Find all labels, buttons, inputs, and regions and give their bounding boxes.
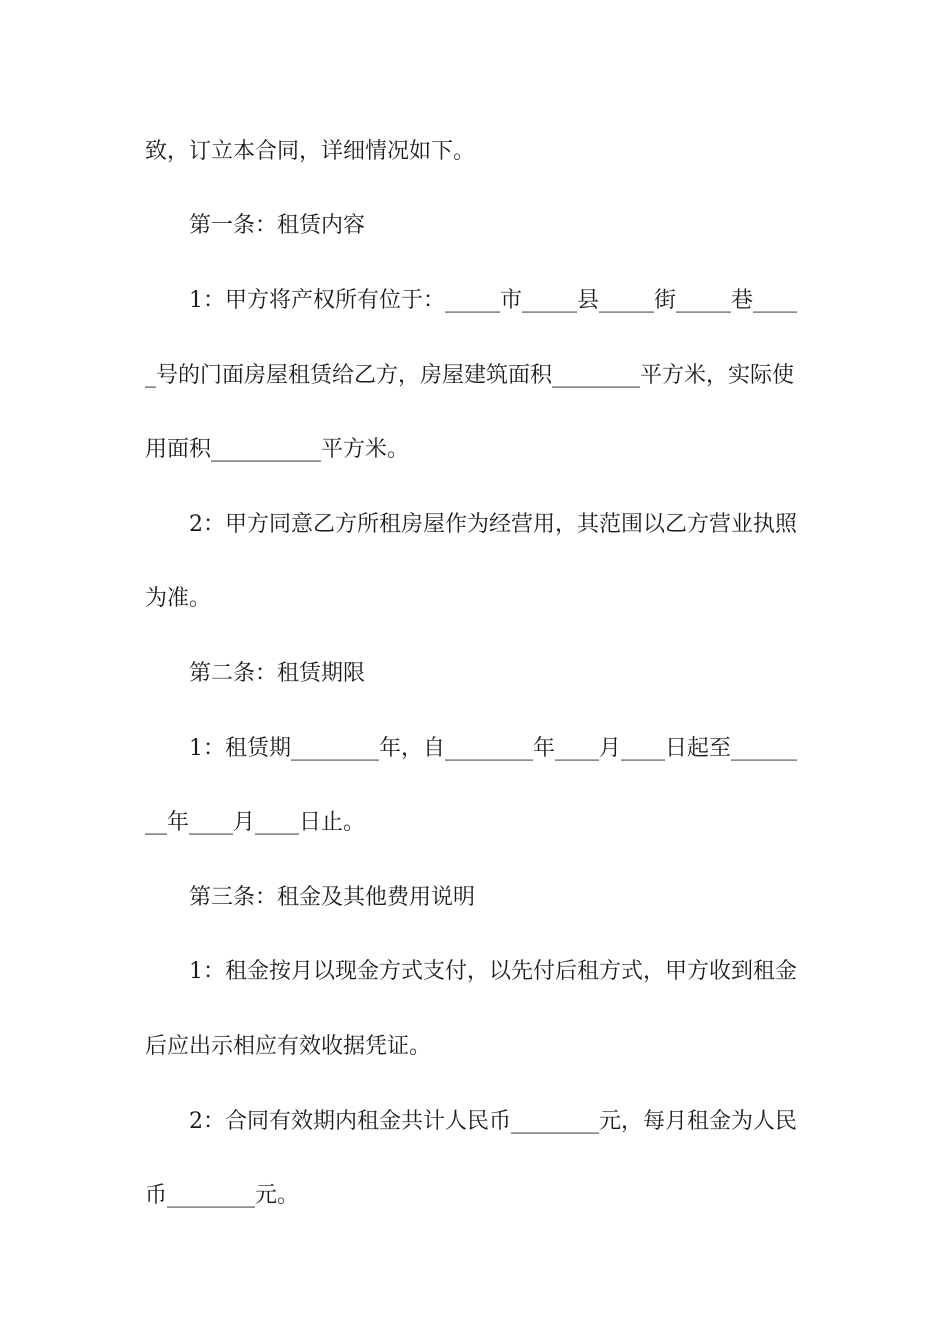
section-heading: 第三条：租金及其他费用说明 xyxy=(189,885,476,910)
paragraph-line: 2：甲方同意乙方所租房屋作为经营用，其范围以乙方营业执照 xyxy=(189,512,797,537)
section-heading: 第二条：租赁期限 xyxy=(189,661,366,686)
paragraph-line: _号的门面房屋租赁给乙方，房屋建筑面积________平方米，实际使 xyxy=(145,363,795,388)
paragraph-line: 1：甲方将产权所有位于：_____市_____县_____街_____巷____ xyxy=(189,288,797,313)
paragraph-line: 1：租赁期________年，自________年____月____日起至______ xyxy=(189,736,797,761)
paragraph-line: 1：租金按月以现金方式支付，以先付后租方式，甲方收到租金 xyxy=(189,959,797,984)
paragraph-line: 用面积__________平方米。 xyxy=(145,437,410,462)
paragraph-line: __年____月____日止。 xyxy=(145,810,366,835)
paragraph-line: 致，订立本合同，详细情况如下。 xyxy=(145,139,476,164)
paragraph-line: 为准。 xyxy=(145,586,212,611)
paragraph-line: 币________元。 xyxy=(145,1183,300,1208)
paragraph-line: 后应出示相应有效收据凭证。 xyxy=(145,1034,432,1059)
paragraph-line: 2：合同有效期内租金共计人民币________元，每月租金为人民 xyxy=(189,1109,797,1134)
section-heading: 第一条：租赁内容 xyxy=(189,213,366,238)
